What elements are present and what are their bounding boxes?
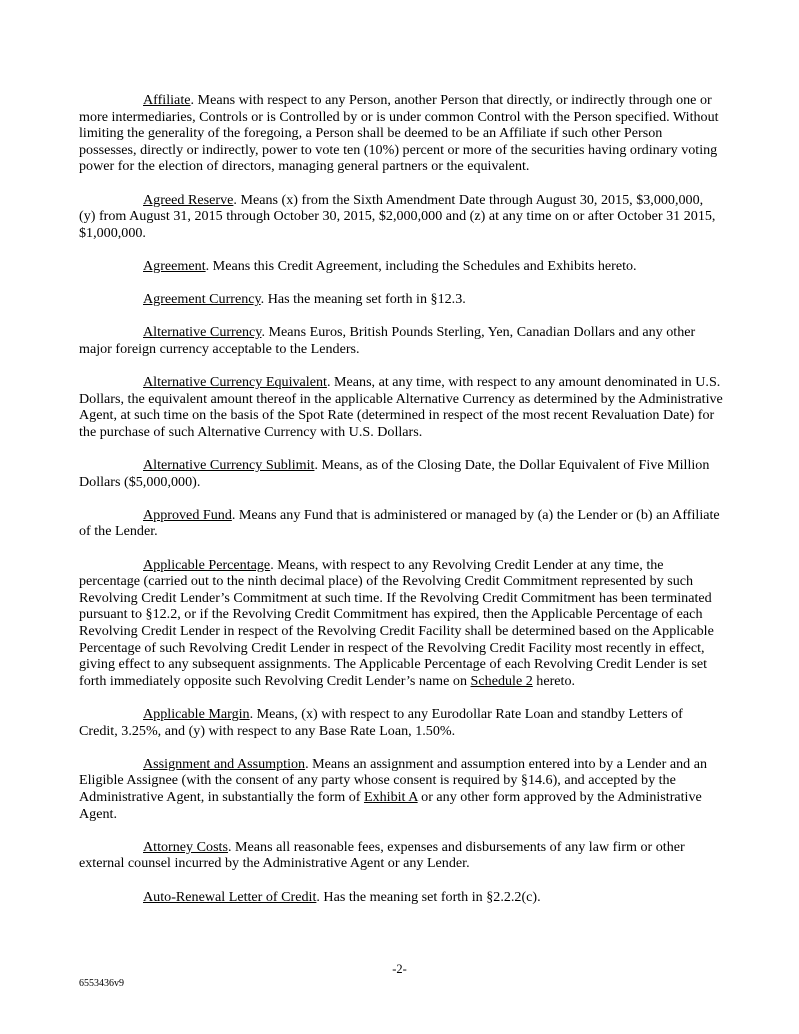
defined-term: Applicable Margin — [143, 705, 250, 722]
document-id: 6553436v9 — [79, 978, 124, 989]
defined-term: Agreed Reserve — [143, 191, 234, 208]
definition-assignment-and-assumption — [79, 756, 723, 822]
definition-affiliate — [79, 92, 723, 175]
defined-term: Affiliate — [143, 92, 191, 108]
definition-approved-fund — [79, 507, 723, 540]
schedule-reference: Schedule 2 — [470, 672, 533, 689]
definition-attorney-costs — [79, 839, 723, 872]
definition-alternative-currency-equivalent — [79, 374, 723, 440]
exhibit-reference: Exhibit A — [363, 788, 418, 805]
definition-text: . Means, at any time, with respect to any amount denominated in U.S. Dollars, the equivalent amount thereof in the applicable Alternative Currency as determined by the Administrative Agent, at such time on the basis of the Spot Rate (determined in respect of the most recent Revaluation Date) for the purchase of such Alternative Currency with U.S. Dollars. — [79, 374, 723, 440]
definition-text: . Means, as of the Closing Date, the Dollar Equivalent of Five Million Dollars ($5,000,000). — [79, 457, 710, 490]
defined-term: Agreement Currency — [143, 291, 261, 308]
page-number: -2- — [392, 962, 407, 976]
definition-agreed-reserve — [79, 192, 723, 242]
definition-text: . Means this Credit Agreement, including the Schedules and Exhibits hereto. — [205, 257, 637, 274]
definition-alternative-currency-sublimit — [79, 457, 723, 490]
definition-auto-renewal-letter-of-credit — [79, 889, 723, 906]
definition-text: . Has the meaning set forth in §12.3. — [260, 291, 466, 308]
defined-term: Alternative Currency Sublimit — [143, 457, 315, 474]
defined-term: Alternative Currency Equivalent — [143, 374, 327, 391]
definition-text: . Means, with respect to any Revolving Credit Lender at any time, the percentage (carried out to the ninth decimal place) of the Revolving Credit Commitment represented by such Revolving Credit Lender’s Commitment at such time. If the Revolving Credit Commitment has been terminated pursuant to §12.2, or if the Revolving Credit Commitment has expired, then the Applicable Percentage of each Revolving Credit Lender in respect of the Revolving Credit Facility shall be determined based on the Applicable Percentage of such Revolving Credit Lender in respect of the Revolving Credit Facility most recently in effect, giving effect to any subsequent assignments. The Applicable Percentage of each Revolving Credit Lender is set forth immediately opposite such Revolving Credit Lender’s name on — [79, 556, 714, 689]
definitions-section — [79, 92, 723, 922]
definition-alternative-currency — [79, 324, 723, 357]
defined-term: Attorney Costs — [143, 838, 228, 855]
definition-agreement-currency — [79, 291, 723, 308]
defined-term: Approved Fund — [143, 506, 232, 523]
definition-agreement — [79, 258, 723, 275]
defined-term: Applicable Percentage — [143, 556, 271, 573]
definition-text: . Means all reasonable fees, expenses and disbursements of any law firm or other external counsel incurred by the Administrative Agent or any Lender. — [79, 838, 685, 872]
definition-text-end: or any other form approved by the Administrative Agent. — [79, 788, 702, 822]
defined-term: Agreement — [143, 257, 206, 274]
definition-text: . Means an assignment and assumption entered into by a Lender and an Eligible Assignee (with the consent of any party whose consent is required by §14.6), and accepted by the Administrative Agent, in substantially the form of — [79, 755, 708, 805]
definition-text-end: hereto. — [532, 672, 576, 689]
definition-text: . Has the meaning set forth in §2.2.2(c). — [316, 888, 541, 905]
definition-text: . Means Euros, British Pounds Sterling, Yen, Canadian Dollars and any other major foreign currency acceptable to the Lenders. — [79, 324, 696, 357]
defined-term: Alternative Currency — [143, 324, 262, 341]
definition-applicable-percentage — [79, 557, 723, 690]
definition-text: . Means (x) from the Sixth Amendment Date through August 30, 2015, $3,000,000, (y) from August 31, 2015 through October 30, 2015, $2,000,000 and (z) at any time on or after October 31 2015, $1,000,000. — [79, 191, 716, 241]
definition-applicable-margin — [79, 706, 723, 739]
definition-text: . Means any Fund that is administered or managed by (a) the Lender or (b) an Affiliate of the Lender. — [79, 506, 720, 540]
defined-term: Assignment and Assumption — [143, 755, 306, 772]
definition-text: . Means, (x) with respect to any Eurodollar Rate Loan and standby Letters of Credit, 3.25%, and (y) with respect to any Base Rate Loan, 1.50%. — [79, 705, 683, 739]
definition-text: . Means with respect to any Person, another Person that directly, or indirectly through one or more intermediaries, Controls or is Controlled by or is under common Control with the Person specified. Without limiting the generality of the foregoing, a Person shall be deemed to be an Affiliate if such other Person possesses, directly or indirectly, power to vote ten (10%) percent or more of the securities having ordinary voting power for the election of directors, managing general partners or the equivalent. — [79, 92, 719, 175]
defined-term: Auto-Renewal Letter of Credit — [143, 888, 317, 905]
